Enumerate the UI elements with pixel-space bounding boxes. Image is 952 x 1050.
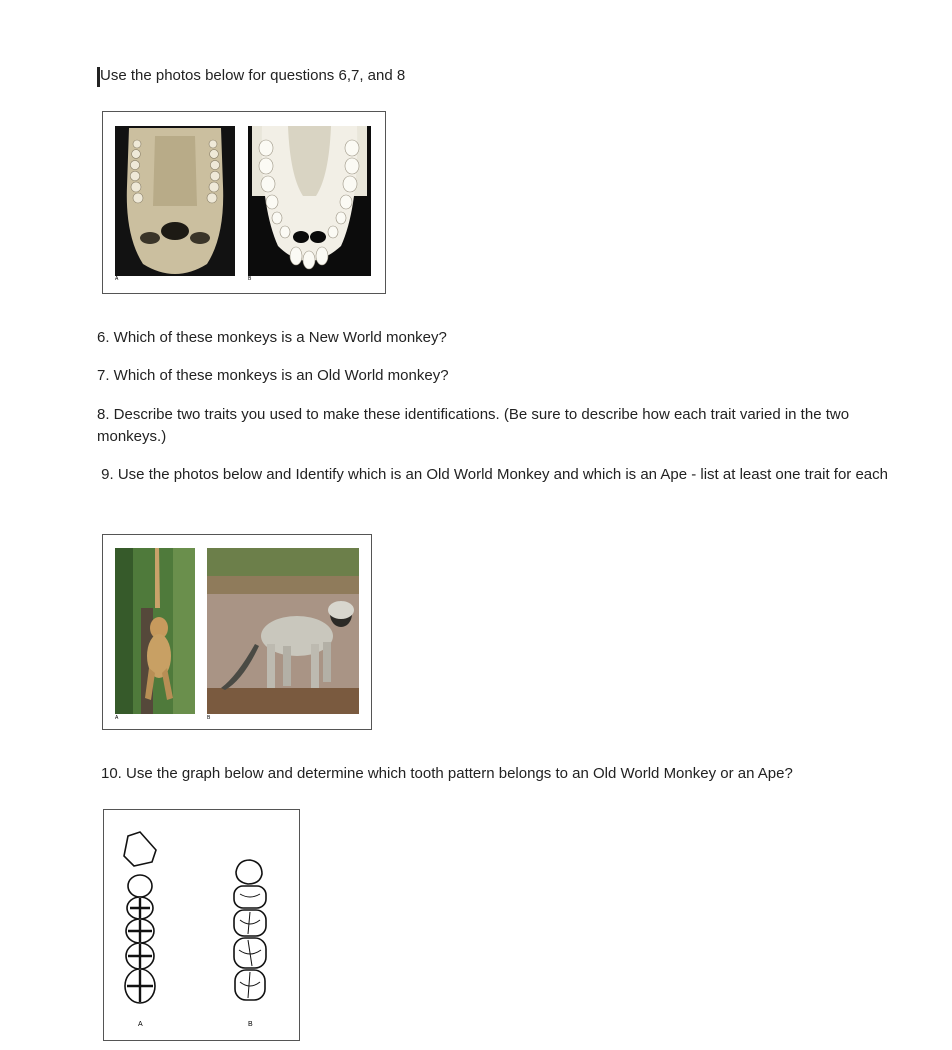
skull-a-photo [115,126,235,276]
tooth-row-a-label: A [138,1021,143,1028]
gibbon-label: A [115,715,119,721]
tooth-row-a-drawing [116,828,176,1028]
intro-text: Use the photos below for questions 6,7, and 8 [100,67,406,84]
tooth-row-b-drawing [226,850,286,1050]
skull-b-photo [248,126,371,276]
question-10: 10. Use the graph below and determine which tooth pattern belongs to an Old World Monkey or an Ape? [101,765,793,782]
vervet-label: B [207,715,211,721]
tooth-pattern-figure [103,809,300,1041]
question-9: 9. Use the photos below and Identify which is an Old World Monkey and which is an Ape - list at least one trait for each [97,466,888,483]
question-8: 8. Describe two traits you used to make these identifications. (Be sure to describe how each trait varied in the two monkeys.) [97,406,850,445]
gibbon-photo [115,548,195,714]
skull-a-label: A [115,276,119,282]
question-6: 6. Which of these monkeys is a New World monkey? [97,329,447,346]
question-7: 7. Which of these monkeys is an Old World monkey? [97,367,449,384]
vervet-photo [207,548,359,714]
skull-b-label: B [248,276,252,282]
skull-figure [102,111,386,294]
primate-photo-figure [102,534,372,730]
tooth-row-b-label: B [248,1021,253,1028]
